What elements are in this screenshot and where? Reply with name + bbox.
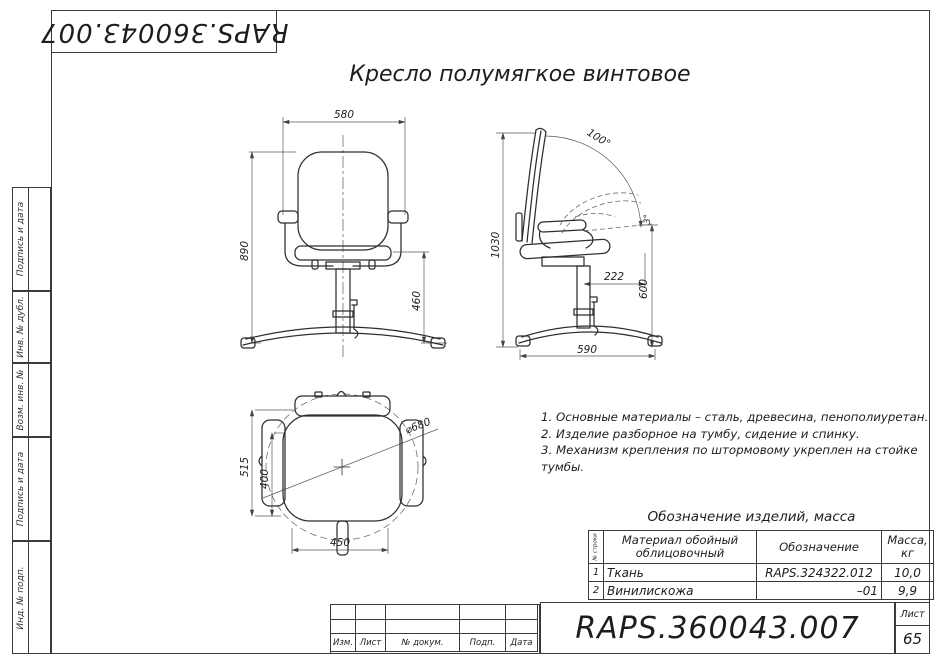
strip-section [12,187,51,291]
col-header-rowno: № строки [589,531,604,564]
strip-label: Возм. инв. № [15,369,26,431]
front-view [233,105,453,365]
label-podp: Подп. [460,634,506,652]
side-dimensions [490,127,658,360]
parts-table [588,530,934,600]
dim-400: 400 [259,468,271,490]
seat-top [283,415,402,521]
col-header-material: Материал обойный облицовочный [604,531,757,564]
title-block-revision-grid [330,604,540,654]
strip-label-cell [13,542,29,653]
page-title: Кресло полумягкое винтовое [349,62,691,87]
note-line: 1. Основные материалы – сталь, древесина, пенополиуретан. [541,410,929,424]
chair-side-outline [516,128,662,346]
strip-section [12,437,51,541]
chair-top-outline [259,392,426,556]
cell-mass: 10,0 [882,564,934,582]
cell-material: Ткань [604,564,757,582]
strip-section [12,541,51,654]
cell-rowno: 1 [589,564,604,582]
dim-580: 580 [333,109,355,121]
column-side [577,266,590,328]
table-row [589,582,934,600]
strip-label-cell [13,188,29,290]
strip-label: Инв. № дубл. [15,296,26,358]
table-row [589,564,934,582]
sheet-number: 65 [902,630,923,648]
top-dimensions [239,394,438,554]
strip-label-cell [13,292,29,362]
top-stamp-text: RAPS.360043.007 [39,16,289,47]
side-view [480,103,700,365]
strip-label-cell [13,364,29,436]
title-block-designation: RAPS.360043.007 [540,602,895,654]
dim-450: 450 [329,537,351,549]
strip-label-cell [13,438,29,540]
sheet-label: Лист [896,603,929,626]
cell-material: Винилискожа [604,582,757,600]
backrest-top [295,396,390,416]
dim-3deg: 3° [643,214,653,224]
dim-222: 222 [603,271,625,283]
lever-side [594,302,598,335]
strip-section [12,291,51,363]
strip-label: Инд. № подп. [15,565,26,630]
cell-mass: 9,9 [882,582,934,600]
seat-side [520,239,611,259]
title-block-sheet [895,602,930,654]
col-header-mass: Масса, кг [882,531,934,564]
strip-label: Подпись и дата [15,451,26,527]
notes [541,409,931,475]
dim-d680: ⌀680 [403,415,433,437]
strip-label: Подпись и дата [15,201,26,277]
label-data: Дата [506,634,538,652]
top-view [233,383,468,580]
parts-table-caption: Обозначение изделий, масса [647,509,856,525]
label-izm: Изм. [331,634,356,652]
note-line: 2. Изделие разборное на тумбу, сидение и спинку. [541,426,860,441]
dim-100deg: 100° [584,126,613,151]
dim-890: 890 [239,240,251,262]
dim-590: 590 [576,344,598,356]
label-doc: № докум. [386,634,460,652]
cell-designation: RAPS.324322.012 [757,564,882,582]
cell-rowno: 2 [589,582,604,600]
label-list: Лист [356,634,386,652]
dim-1030: 1030 [490,231,502,259]
note-line: 3. Механизм крепления по штормовому укреплен на стойке тумбы. [541,443,918,474]
strip-section [12,363,51,437]
col-header-designation: Обозначение [757,531,882,564]
cell-designation: –01 [757,582,882,600]
armrest-left-pad [278,211,298,223]
dim-460: 460 [411,290,423,312]
front-dimensions [239,109,447,357]
top-stamp-box [39,10,289,53]
dim-600: 600 [638,278,650,300]
dim-515: 515 [239,456,251,478]
